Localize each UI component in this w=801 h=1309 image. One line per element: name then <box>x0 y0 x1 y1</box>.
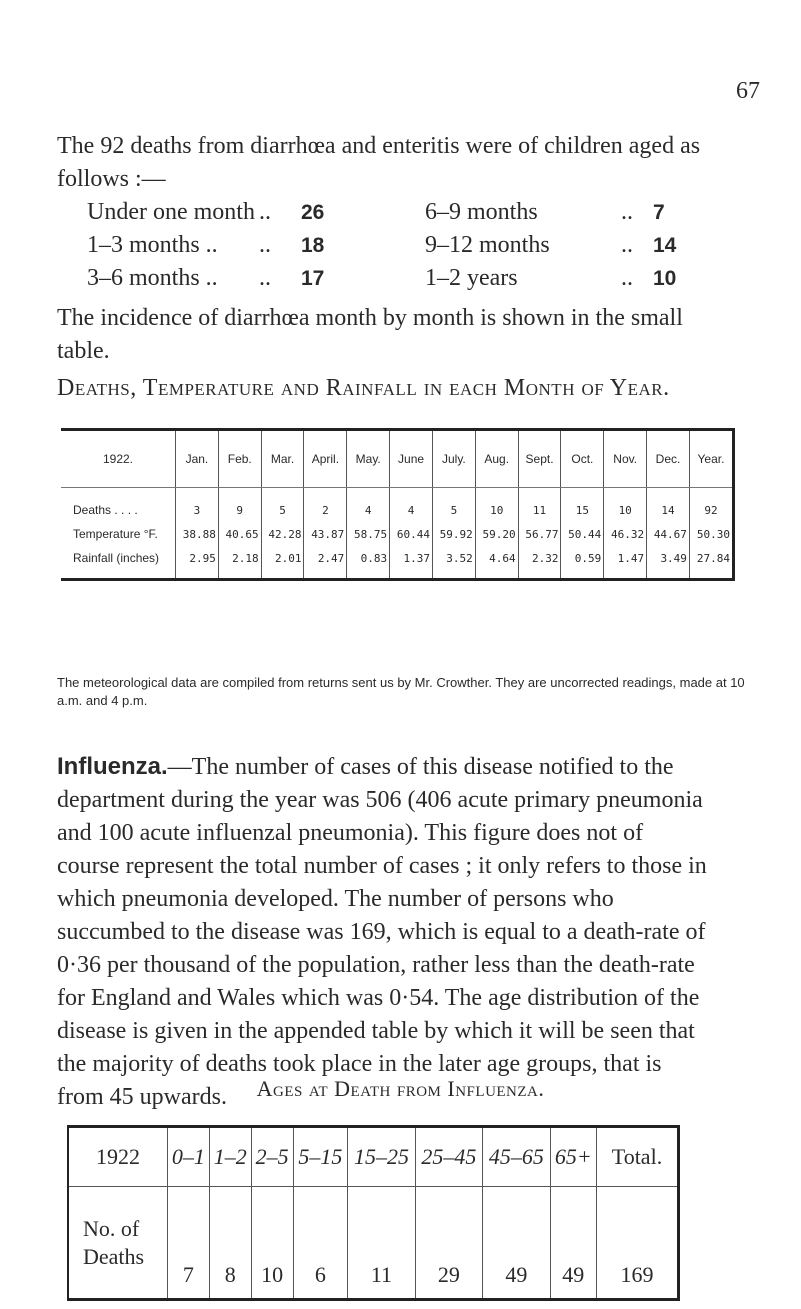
column-header: Aug. <box>475 430 518 488</box>
column-header: Mar. <box>261 430 304 488</box>
age-list-row <box>87 229 693 262</box>
column-header: 0–1 <box>168 1127 210 1187</box>
table-cell: 5 <box>432 488 475 523</box>
table-cell: 3.52 <box>432 546 475 580</box>
leader-dots: .. <box>621 232 633 258</box>
row-label: Deaths . . . . <box>73 503 138 517</box>
row-label: Temperature °F. <box>73 527 158 541</box>
table-cell: 10 <box>475 488 518 523</box>
table-cell: 59.92 <box>432 522 475 546</box>
table-cell: 9 <box>218 488 261 523</box>
influenza-text: —The number of cases of this disease notified to the department during the year was 506 (406 acute primary pneumonia and 100 acute influenzal pneumonia). This figure does not of course represent the total number of cases ; it only refers to those in which pneumonia developed. The number of persons who succumbed to the disease was 169, which is equal to a death-rate of 0·36 per thousand of the population, rather less than the death-rate for England and Wales which was 0·54. The age distribution of the disease is given in the appended table by which it will be seen that the majority of deaths took place in the later age groups, that is from 45 upwards. <box>57 754 707 1110</box>
table-cell: 49 <box>550 1187 596 1300</box>
column-header: Total. <box>597 1127 679 1187</box>
table-cell: 5 <box>261 488 304 523</box>
table-cell: 2 <box>304 488 347 523</box>
table-cell: 0.83 <box>347 546 390 580</box>
age-list-row <box>87 196 693 229</box>
column-header: Jan. <box>176 430 219 488</box>
row-label: Rainfall (inches) <box>73 551 160 565</box>
leader-dots: .. <box>621 199 633 225</box>
table-cell: 29 <box>415 1187 482 1300</box>
table-cell: 50.30 <box>689 522 733 546</box>
table-cell: 2.47 <box>304 546 347 580</box>
column-header: 45–65 <box>483 1127 550 1187</box>
table-cell: 3.49 <box>647 546 690 580</box>
column-header: Sept. <box>518 430 561 488</box>
column-header: Oct. <box>561 430 604 488</box>
table-cell: 11 <box>348 1187 415 1300</box>
table-cell: 10 <box>251 1187 293 1300</box>
table-cell: 60.44 <box>390 522 433 546</box>
column-header: Feb. <box>218 430 261 488</box>
leader-dots: .. <box>259 199 271 225</box>
table-cell: 40.65 <box>218 522 261 546</box>
table-cell: 44.67 <box>647 522 690 546</box>
column-header: 25–45 <box>415 1127 482 1187</box>
ages-table <box>67 1125 680 1301</box>
column-header: 2–5 <box>251 1127 293 1187</box>
table-cell: 2.18 <box>218 546 261 580</box>
ages-table-title: Ages at Death from Influenza. <box>256 1076 545 1101</box>
table-cell: 169 <box>597 1187 679 1300</box>
age-count: 18 <box>301 234 325 257</box>
table-cell: 50.44 <box>561 522 604 546</box>
row-label: No. of Deaths <box>83 1215 145 1269</box>
table-row <box>61 522 734 546</box>
table-cell: 7 <box>168 1187 210 1300</box>
table-cell: 43.87 <box>304 522 347 546</box>
table-cell: 14 <box>647 488 690 523</box>
met-table-note: The meteorological data are compiled from returns sent us by Mr. Crowther. They are uncorrected readings, made at 10 a.m. and 4 p.m. <box>57 675 745 708</box>
column-header: Year. <box>689 430 733 488</box>
table-cell: 27.84 <box>689 546 733 580</box>
column-header: May. <box>347 430 390 488</box>
diarrhoea-age-list <box>87 196 693 295</box>
table-cell: 42.28 <box>261 522 304 546</box>
table-cell: 58.75 <box>347 522 390 546</box>
met-table <box>61 428 735 581</box>
age-count: 17 <box>301 267 325 290</box>
age-list-row <box>87 262 693 295</box>
incidence-paragraph: The incidence of diarrhœa month by month is shown in the small table. <box>57 305 683 364</box>
table-cell: 8 <box>209 1187 251 1300</box>
table-cell: 4.64 <box>475 546 518 580</box>
table-cell: 0.59 <box>561 546 604 580</box>
age-count: 14 <box>653 234 677 257</box>
table-cell: 15 <box>561 488 604 523</box>
table-row <box>61 488 734 523</box>
age-label: 1–2 years <box>425 265 518 291</box>
column-header: 1922 <box>68 1127 168 1187</box>
table-cell: 4 <box>390 488 433 523</box>
table-cell: 2.01 <box>261 546 304 580</box>
age-label: 3–6 months .. <box>87 265 218 291</box>
table-cell: 4 <box>347 488 390 523</box>
leader-dots: .. <box>259 232 271 258</box>
leader-dots: .. <box>621 265 633 291</box>
influenza-heading: Influenza. <box>57 753 168 780</box>
intro-paragraph: The 92 deaths from diarrhœa and enteritis were of children aged as follows :— <box>57 133 701 192</box>
column-header: 15–25 <box>348 1127 415 1187</box>
table-cell: 1.37 <box>390 546 433 580</box>
age-label: 1–3 months .. <box>87 232 218 258</box>
table-cell: 2.95 <box>176 546 219 580</box>
column-header: April. <box>304 430 347 488</box>
influenza-paragraph <box>57 750 707 1114</box>
table-cell: 38.88 <box>176 522 219 546</box>
column-header: 65+ <box>550 1127 596 1187</box>
met-table-title: Deaths, Temperature and Rainfall in each Month of Year. <box>57 375 670 401</box>
age-label: 9–12 months <box>425 232 550 258</box>
table-cell: 11 <box>518 488 561 523</box>
column-header: Dec. <box>647 430 690 488</box>
column-header: July. <box>432 430 475 488</box>
ages-table-header-row <box>68 1127 679 1187</box>
table-row <box>68 1187 679 1300</box>
column-header: 1–2 <box>209 1127 251 1187</box>
column-header: Nov. <box>604 430 647 488</box>
age-label: Under one month <box>87 199 255 225</box>
age-count: 10 <box>653 267 677 290</box>
table-cell: 10 <box>604 488 647 523</box>
age-count: 7 <box>653 201 665 224</box>
table-cell: 1.47 <box>604 546 647 580</box>
table-row <box>61 546 734 580</box>
table-cell: 3 <box>176 488 219 523</box>
page-number: 67 <box>736 78 760 104</box>
column-header: June <box>390 430 433 488</box>
table-cell: 92 <box>689 488 733 523</box>
column-header: 1922. <box>61 430 176 488</box>
met-table-header-row <box>61 430 734 488</box>
table-cell: 46.32 <box>604 522 647 546</box>
age-label: 6–9 months <box>425 199 538 225</box>
table-cell: 59.20 <box>475 522 518 546</box>
table-cell: 6 <box>293 1187 348 1300</box>
column-header: 5–15 <box>293 1127 348 1187</box>
table-cell: 2.32 <box>518 546 561 580</box>
age-count: 26 <box>301 201 325 224</box>
table-cell: 56.77 <box>518 522 561 546</box>
leader-dots: .. <box>259 265 271 291</box>
table-cell: 49 <box>483 1187 550 1300</box>
